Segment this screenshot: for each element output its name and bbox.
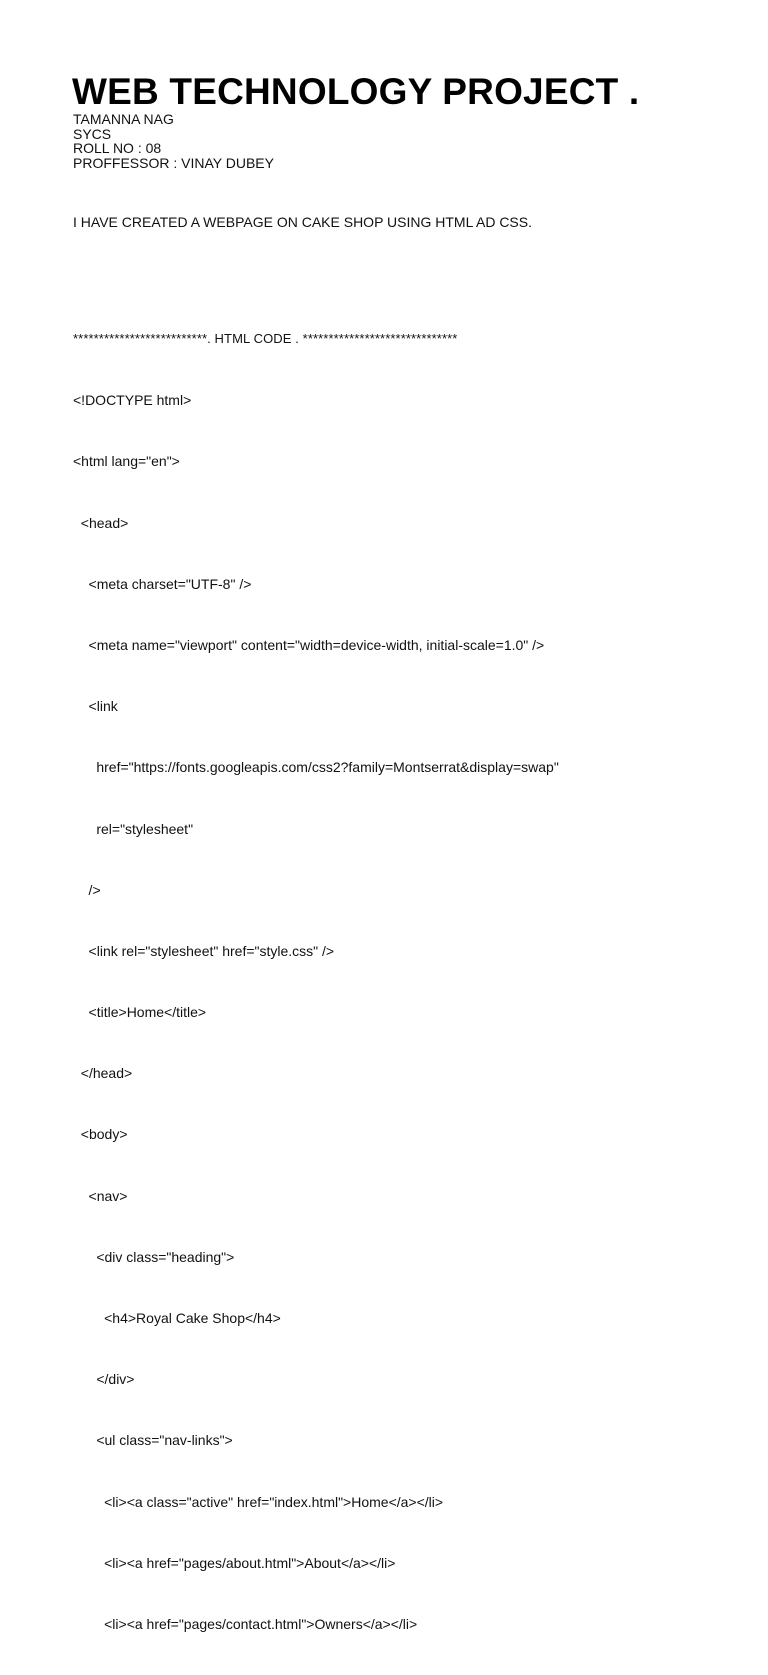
intro-paragraph: I HAVE CREATED A WEBPAGE ON CAKE SHOP USING HTML AD CSS. [73,214,532,230]
code-line: <head> [73,514,129,531]
code-line: <ul class="nav-links"> [73,1432,233,1449]
code-line: <html lang="en"> [73,453,180,470]
class-name: SYCS [73,125,112,142]
code-line: /> [73,881,101,898]
code-line: <div class="heading"> [73,1248,235,1265]
code-line: <title>Home</title> [73,1004,207,1021]
code-line: <body> [73,1126,128,1143]
code-line: href="https://fonts.googleapis.com/css2?family=Montserrat&display=swap" [73,759,559,776]
roll-number: ROLL NO : 08 [73,140,162,157]
code-line: <nav> [73,1187,128,1204]
code-line: <li><a href="pages/contact.html">Owners</a></li> [73,1615,418,1632]
code-line: </head> [73,1065,133,1082]
code-line: <link [73,698,118,715]
author-info [73,112,274,171]
code-line: <li><a class="active" href="index.html">Home</a></li> [73,1493,444,1510]
code-line: <meta name="viewport" content="width=device-width, initial-scale=1.0" /> [73,636,545,653]
code-block [73,297,559,1675]
code-line: <meta charset="UTF-8" /> [73,575,252,592]
code-line: <li><a href="pages/about.html">About</a></li> [73,1554,396,1571]
document-title: WEB TECHNOLOGY PROJECT . [72,71,640,112]
code-section-banner: **************************. HTML CODE . ****************************** [73,331,458,346]
code-line: <!DOCTYPE html> [73,392,192,409]
code-line: <link rel="stylesheet" href="style.css" /> [73,942,335,959]
code-line: <h4>Royal Cake Shop</h4> [73,1310,281,1326]
professor-name: PROFFESSOR : VINAY DUBEY [73,155,274,172]
author-name: TAMANNA NAG [73,111,174,127]
code-line: </div> [73,1371,135,1388]
code-line: rel="stylesheet" [73,820,194,837]
